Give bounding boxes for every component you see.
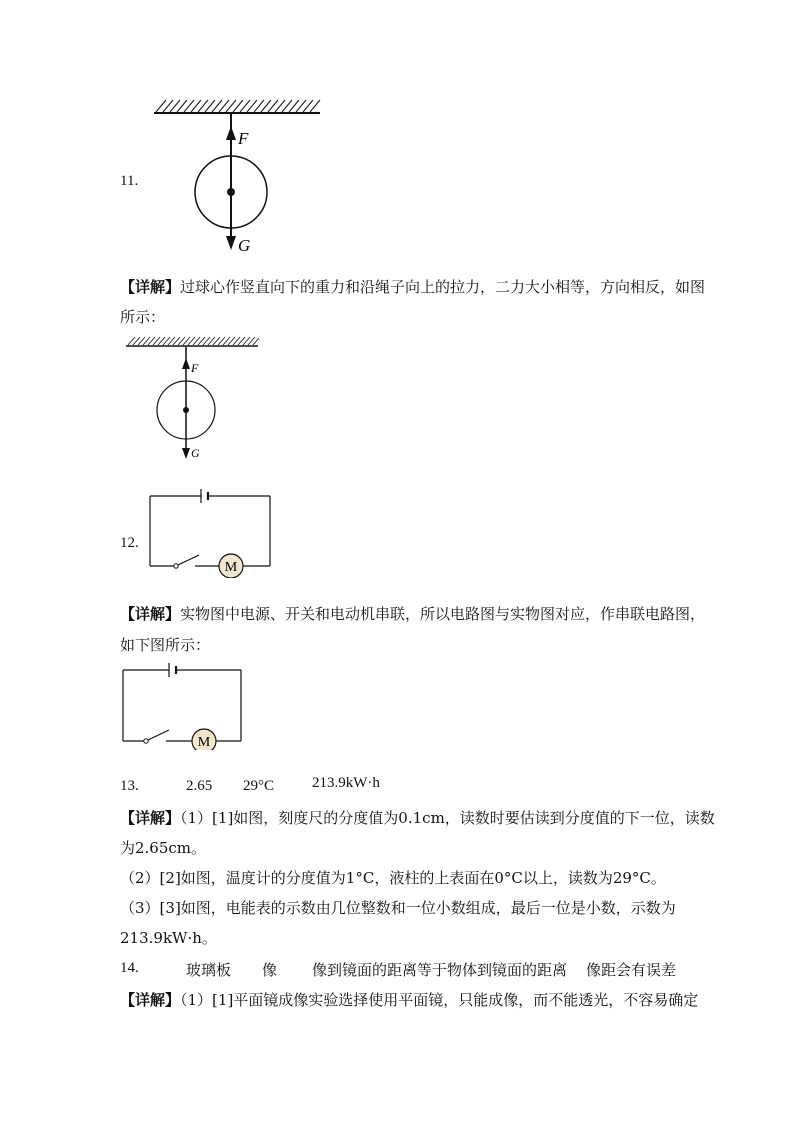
- q13-explanation-p3a: （3）[3]如图，电能表的示数由几位整数和一位小数组成，最后一位是小数，示数为: [120, 899, 676, 917]
- q11-explanation-line1: 【详解】过球心作竖直向下的重力和沿绳子向上的拉力，二力大小相等，方向相反，如图: [120, 278, 706, 296]
- detail-tag: 【详解】: [120, 809, 181, 827]
- q13-answer-1: 2.65: [186, 778, 213, 794]
- force-label-g: G: [238, 236, 251, 255]
- q13-explanation-p3b: 213.9kW·h。: [120, 929, 217, 947]
- q14-answer-4: 像距会有误差: [586, 961, 677, 979]
- question-number-11: 11.: [120, 173, 139, 189]
- circuit-diagram-12-answer: [118, 658, 248, 750]
- q13-explanation-p2: （2）[2]如图，温度计的分度值为1°C，液柱的上表面在0°C以上，读数为29°C。: [120, 869, 666, 887]
- q14-explanation-p1: 【详解】（1）[1]平面镜成像实验选择使用平面镜，只能成像，而不能透光，不容易确定: [120, 991, 699, 1009]
- q12-explanation-line2: 如下图所示：: [120, 636, 211, 654]
- force-label-g-answer: G: [191, 446, 200, 460]
- question-number-12: 12.: [120, 535, 139, 551]
- q13-answer-2: 29°C: [243, 778, 275, 794]
- q14-answer-1: 玻璃板: [186, 961, 232, 979]
- q11-explanation-line2: 所示：: [120, 308, 166, 326]
- q12-explanation-line1: 【详解】实物图中电源、开关和电动机串联，所以电路图与实物图对应，作串联电路图，: [120, 605, 706, 623]
- q13-answer-3: 213.9kW·h: [312, 775, 380, 791]
- motor-label: M: [224, 560, 238, 575]
- q14-answer-3: 像到镜面的距离等于物体到镜面的距离: [312, 961, 568, 979]
- question-number-13: 13.: [120, 778, 139, 794]
- force-label-f-answer: F: [191, 361, 199, 375]
- detail-tag: 【详解】: [120, 991, 181, 1009]
- detail-tag: 【详解】: [120, 605, 181, 623]
- motor-label-answer: M: [197, 735, 211, 750]
- q13-explanation-p1b: 为2.65cm。: [120, 839, 207, 857]
- q13-explanation-p1a: 【详解】（1）[1]如图，刻度尺的分度值为0.1cm，读数时要估读到分度值的下一位，读数: [120, 809, 715, 827]
- circuit-diagram-12: [145, 486, 275, 578]
- detail-tag: 【详解】: [120, 278, 181, 296]
- force-label-f: F: [238, 129, 249, 148]
- q14-answer-2: 像: [262, 961, 278, 979]
- force-diagram-11-answer: [122, 332, 272, 462]
- question-number-14: 14.: [120, 960, 139, 976]
- force-diagram-11: [140, 88, 340, 263]
